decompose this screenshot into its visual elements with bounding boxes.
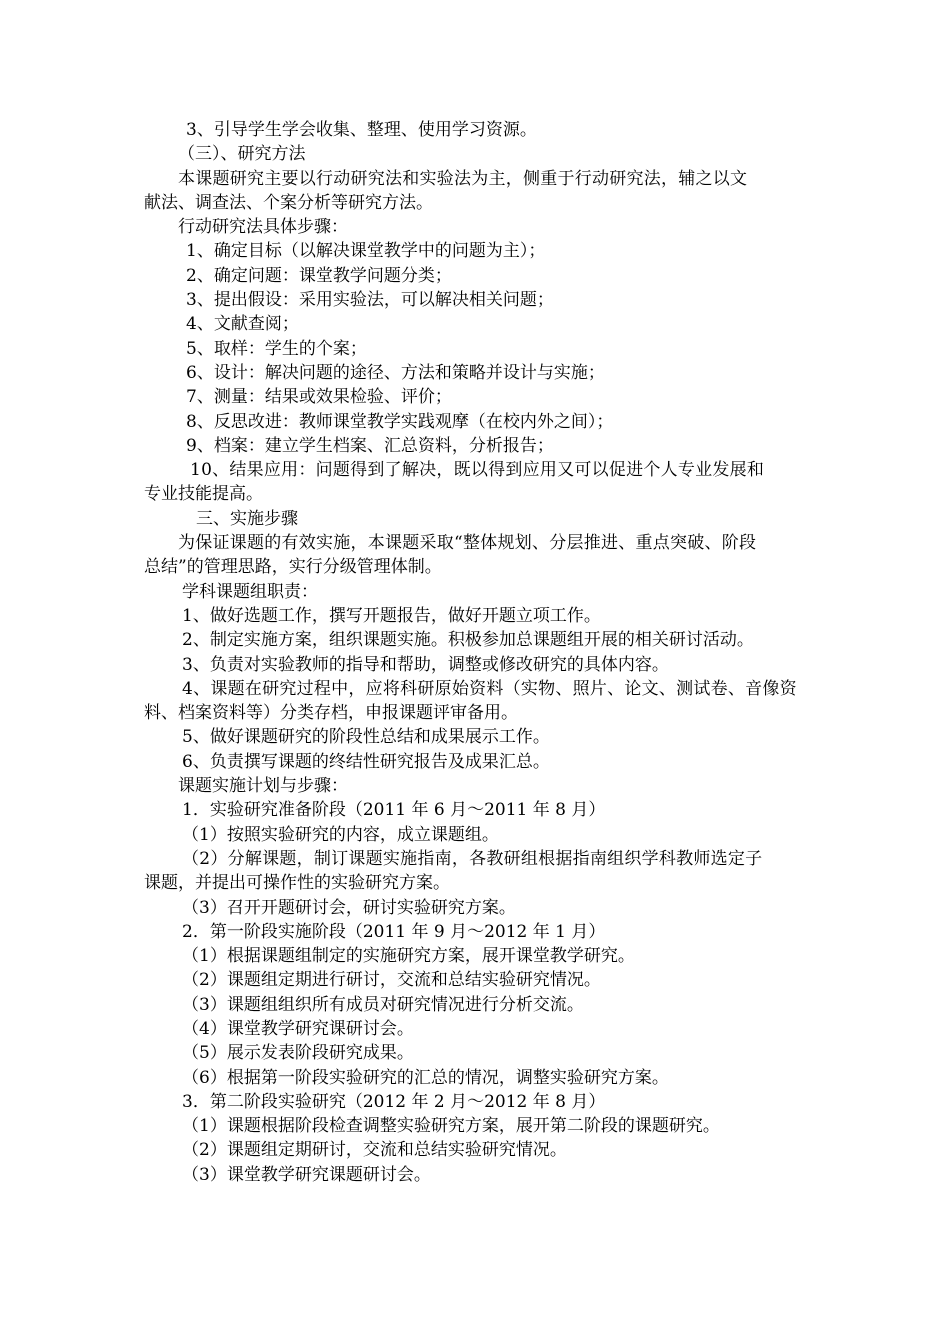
- list-item: 3、提出假设：采用实验法，可以解决相关问题；: [186, 290, 554, 311]
- subheading: 学科课题组职责：: [182, 581, 318, 602]
- list-item: （1）课题根据阶段检查调整实验研究方案，展开第二阶段的课题研究。: [182, 1116, 720, 1137]
- paragraph-line: 献法、调查法、个案分析等研究方法。: [144, 192, 433, 213]
- section-heading: （三）、研究方法: [178, 144, 306, 165]
- list-item: 2、制定实施方案，组织课题实施。积极参加总课题组开展的相关研讨活动。: [182, 630, 754, 651]
- list-item: 3、负责对实验教师的指导和帮助，调整或修改研究的具体内容。: [182, 654, 669, 675]
- list-item: （1）根据课题组制定的实施研究方案，展开课堂教学研究。: [182, 946, 635, 967]
- subheading: 课题实施计划与步骤：: [178, 776, 348, 797]
- phase-heading: 3．第二阶段实验研究（2012 年 2 月～2012 年 8 月）: [182, 1091, 606, 1112]
- list-item: （2）分解课题，制订课题实施指南，各教研组根据指南组织学科教师选定子: [182, 848, 763, 869]
- phase-heading: 1．实验研究准备阶段（2011 年 6 月～2011 年 8 月）: [182, 800, 606, 821]
- section-heading: 三、实施步骤: [196, 508, 298, 529]
- paragraph-line: 为保证课题的有效实施，本课题采取“整体规划、分层推进、重点突破、阶段: [178, 533, 757, 554]
- paragraph-line: 总结”的管理思路，实行分级管理体制。: [144, 557, 442, 578]
- list-item: （1）按照实验研究的内容，成立课题组。: [182, 824, 499, 845]
- list-item: 4、课题在研究过程中，应将科研原始资料（实物、照片、论文、测试卷、音像资: [182, 678, 797, 699]
- list-item: 9、档案：建立学生档案、汇总资料，分析报告；: [186, 435, 554, 456]
- list-item: 5、做好课题研究的阶段性总结和成果展示工作。: [182, 727, 550, 748]
- list-item: （6）根据第一阶段实验研究的汇总的情况，调整实验研究方案。: [182, 1067, 669, 1088]
- document-body: [144, 118, 808, 1187]
- list-item: 8、反思改进：教师课堂教学实践观摩（在校内外之间）；: [186, 411, 614, 432]
- list-item: 10、结果应用：问题得到了解决，既以得到应用又可以促进个人专业发展和: [190, 460, 765, 481]
- list-item: （2）课题组定期进行研讨，交流和总结实验研究情况。: [182, 970, 601, 991]
- paragraph-line: 课题，并提出可操作性的实验研究方案。: [144, 873, 450, 894]
- list-item: （4）课堂教学研究课研讨会。: [182, 1018, 414, 1039]
- list-item: 6、负责撰写课题的终结性研究报告及成果汇总。: [182, 751, 550, 772]
- list-item: 1、做好选题工作，撰写开题报告，做好开题立项工作。: [182, 605, 601, 626]
- list-item: （3）课堂教学研究课题研讨会。: [182, 1164, 431, 1185]
- list-item: 1、确定目标（以解决课堂教学中的问题为主）；: [186, 241, 546, 262]
- paragraph-line: 专业技能提高。: [144, 484, 263, 505]
- paragraph-line: 料、档案资料等）分类存档，申报课题评审备用。: [144, 703, 518, 724]
- list-item: （3）课题组组织所有成员对研究情况进行分析交流。: [182, 994, 584, 1015]
- list-item: 2、确定问题：课堂教学问题分类；: [186, 265, 452, 286]
- list-item: 4、文献查阅；: [186, 314, 299, 335]
- paragraph-line: 本课题研究主要以行动研究法和实验法为主，侧重于行动研究法，辅之以文: [178, 168, 748, 189]
- list-item: 7、测量：结果或效果检验、评价；: [186, 387, 452, 408]
- list-item: 5、取样：学生的个案；: [186, 338, 367, 359]
- subheading: 行动研究法具体步骤：: [178, 217, 348, 238]
- list-item: 6、设计：解决问题的途径、方法和策略并设计与实施；: [186, 362, 605, 383]
- list-item: 3、引导学生学会收集、整理、使用学习资源。: [186, 120, 537, 140]
- phase-heading: 2．第一阶段实施阶段（2011 年 9 月～2012 年 1 月）: [182, 921, 606, 942]
- list-item: （5）展示发表阶段研究成果。: [182, 1043, 414, 1064]
- list-item: （2）课题组定期研讨，交流和总结实验研究情况。: [182, 1140, 567, 1161]
- list-item: （3）召开开题研讨会，研讨实验研究方案。: [182, 897, 516, 918]
